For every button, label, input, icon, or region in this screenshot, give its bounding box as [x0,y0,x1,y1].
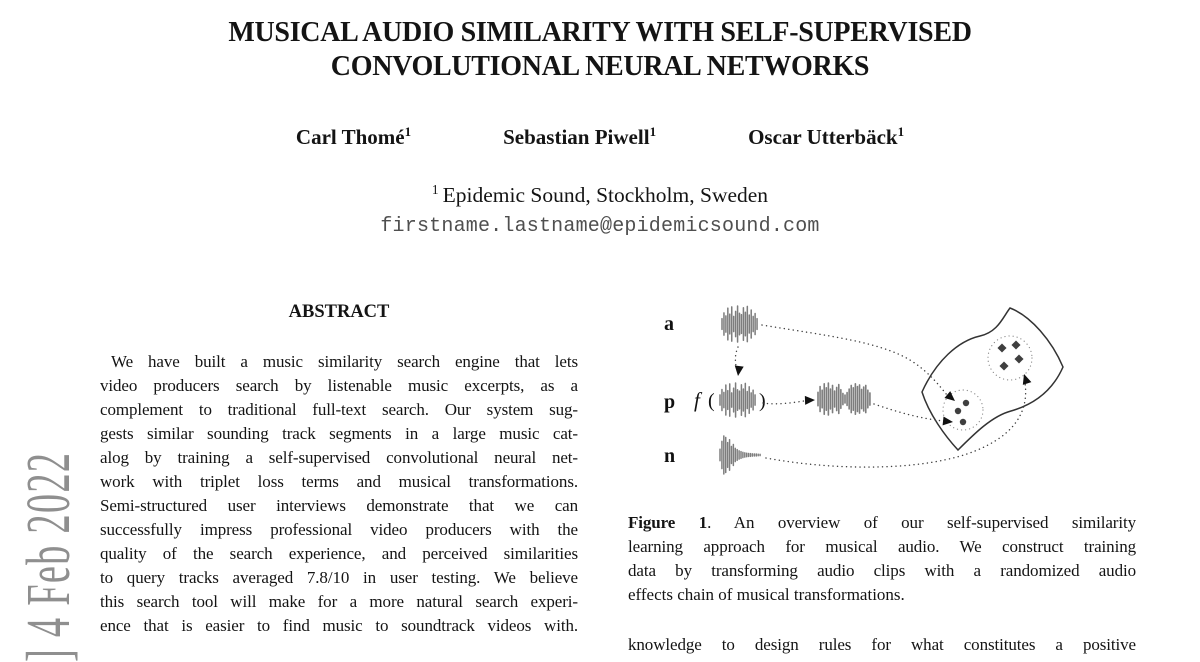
author-2 [503,124,656,150]
title-line-2: CONVOLUTIONAL NEURAL NETWORKS [330,51,870,82]
waveform-anchor [722,306,757,342]
paper-title [0,16,1200,84]
authors-row [0,124,1200,150]
affiliation-line [0,182,1200,208]
text-line: learning approach for musical audio. We construct training [628,537,1136,556]
arrowhead-right-icon [805,396,815,405]
affiliation-text: Epidemic Sound, Stockholm, Sweden [442,183,769,208]
text-line: successfully impress professional video producers with the [100,520,578,539]
open-paren: ( [708,390,715,412]
close-paren: ) [759,390,766,412]
figure-caption [628,511,1136,607]
text-line: data by transforming audio clips with a randomized audio [628,561,1136,580]
author-2-name: Sebastian Piwell [503,125,650,149]
title-line-1: MUSICAL AUDIO SIMILARITY WITH SELF-SUPERVISED [228,17,972,48]
author-1-name: Carl Thomé [295,125,405,149]
author-1-affmark: 1 [404,124,412,139]
text-line: ence that is easier to find music to soundtrack videos with. [100,616,578,635]
caption-line-1-text: . An overview of our self-supervised similarity [707,513,1136,532]
waveform-positive-input [720,383,755,417]
waveform-positive-output [818,383,870,415]
text-line: quality of the search experience, and perceived similarities [100,544,578,563]
text-line: gests similar sounding track segments in a large music cat- [100,424,578,443]
email-line: firstname.lastname@epidemicsound.com [380,215,820,238]
caption-last-line: effects chain of musical transformations. [628,585,905,604]
author-3-affmark: 1 [897,124,905,139]
text-line: complement to traditional full-text search. Our system sug- [100,400,578,419]
caption-line-1 [628,511,1136,535]
waveform-negative [720,436,760,474]
arrowhead-down-icon [734,366,744,377]
caption-label: Figure 1 [628,513,708,532]
author-1 [296,124,411,150]
abstract-heading: ABSTRACT [288,302,390,322]
caption-lines-mid [628,535,1136,583]
text-line: work with triplet loss terms and musical transformations. [100,472,578,491]
right-column [628,295,1136,657]
transform-function-label: f [694,388,700,412]
arrow-transform-to-output [763,401,804,404]
abstract-paragraph [100,350,578,638]
author-3-name: Oscar Utterbäck [748,125,898,149]
text-line: Semi-structured user interviews demonstrate that we can [100,496,578,515]
negative-label: n [664,445,676,467]
text-line: We have built a music similarity search engine that lets [111,352,578,371]
left-column [100,302,578,638]
author-2-affmark: 1 [649,124,657,139]
author-3 [748,124,904,150]
text-line: this search tool will make for a more natural search experi- [100,592,578,611]
embedding-manifold-shape [922,308,1063,450]
text-line: alog by training a self-supervised convolutional neural net- [100,448,578,467]
arxiv-date-stamp: ] 4 Feb 2022 [15,451,83,662]
text-line: to query tracks averaged 7.8/10 in user testing. We believe [100,568,578,587]
body-text-partial-line: knowledge to design rules for what constitutes a positive [628,635,1136,654]
text-line: video producers search by listenable music excerpts, as a [100,376,578,395]
figure1-diagram [628,295,1136,495]
anchor-label: a [664,313,674,335]
curve-anchor-to-manifold [762,325,947,395]
arrow-anchor-to-positive [735,347,738,366]
positive-label: p [664,391,676,413]
affiliation-mark: 1 [431,182,439,197]
